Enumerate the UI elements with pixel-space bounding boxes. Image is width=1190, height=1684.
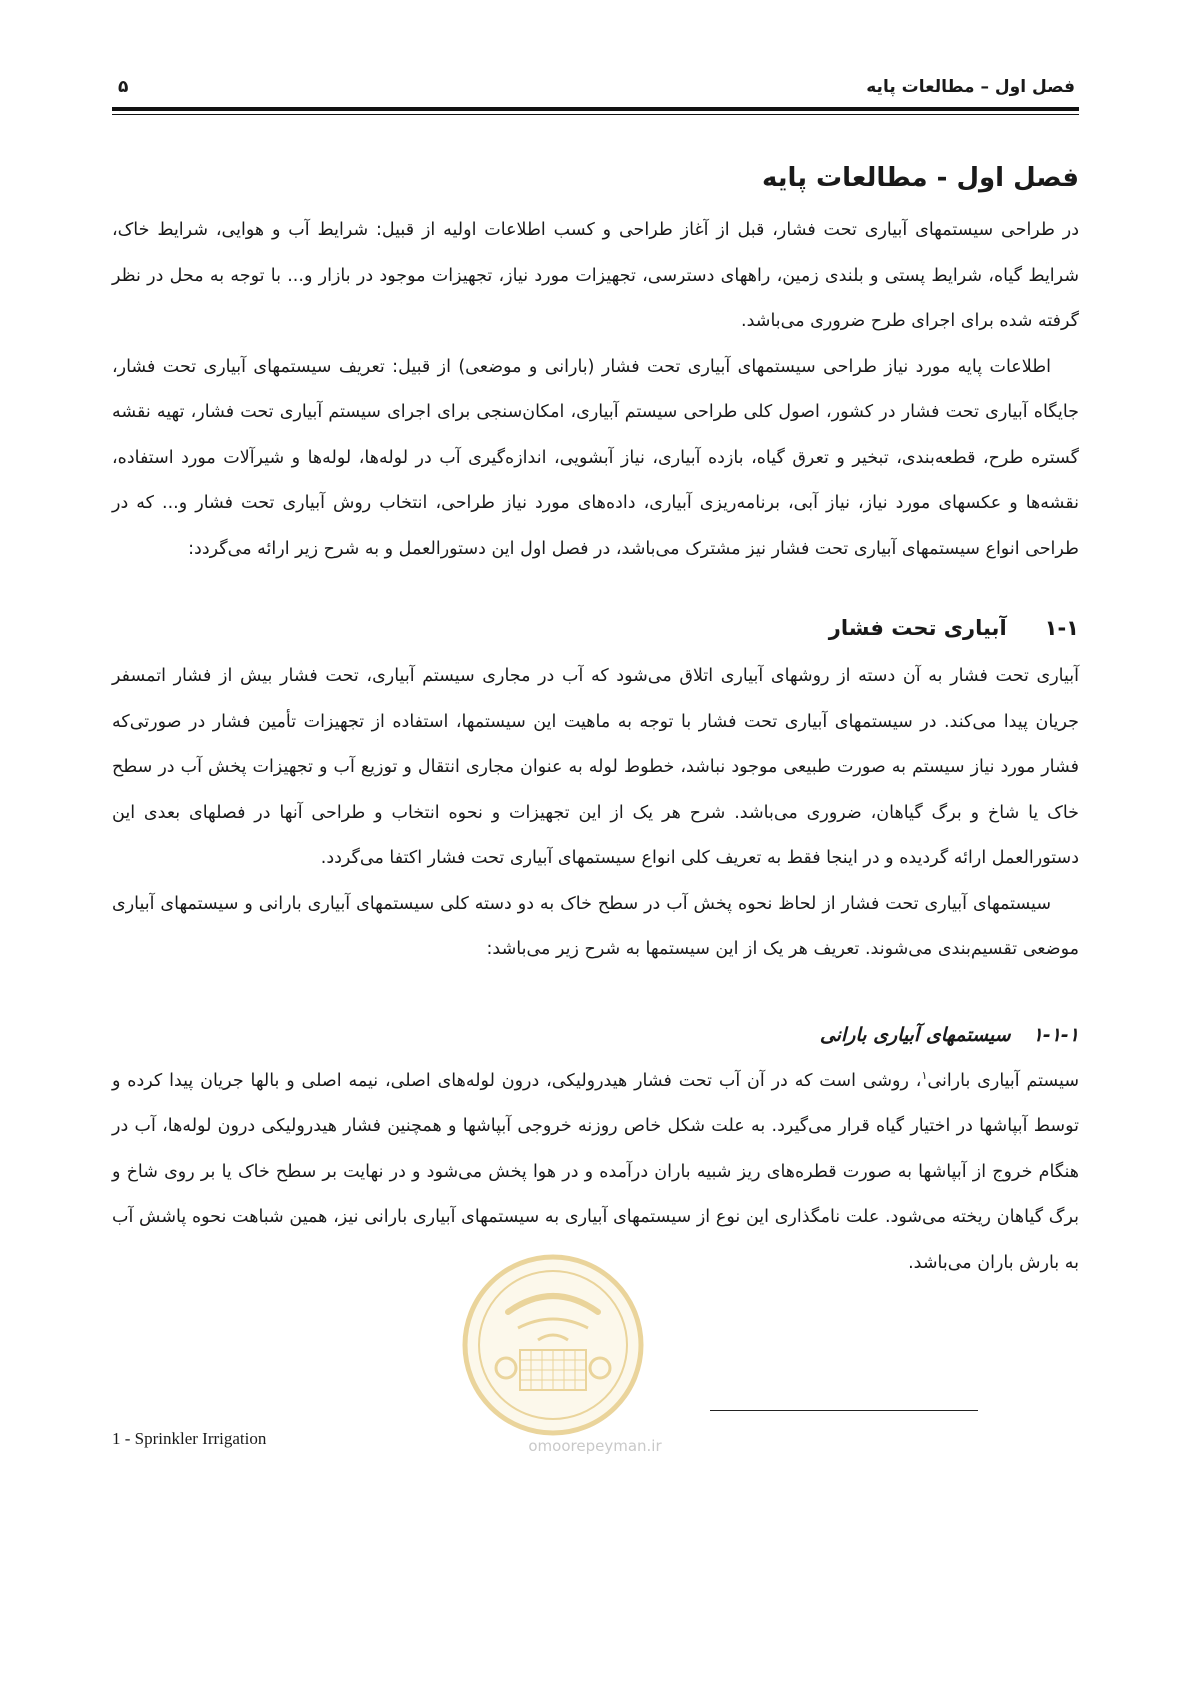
watermark-url: omoorepeyman.ir <box>528 1437 662 1455</box>
section-1-1-paragraph-1: آبیاری تحت فشار به آن دسته از روشهای آبیاری اتلاق می‌شود که آب در مجاری سیستم آبیاری، تحت فشار بیش از فشار اتمسفر جریان پیدا می‌کند. در سیستمهای آبیاری تحت فشار با توجه به ماهیت این سیستمها، استفاده از تجهیزات تأمین فشار در صورتی‌که فشار مورد نیاز سیستم به صورت طبیعی موجود نباشد، خطوط لوله به عنوان مجاری انتقال و توزیع آب و تجهیزات پخش آب در سطح خاک یا شاخ و برگ گیاهان، ضروری می‌باشد. شرح هر یک از این تجهیزات و نحوه انتخاب و طراحی آنها در فصلهای بعدی این دستورالعمل ارائه گردیده و در اینجا فقط به تعریف کلی انواع سیستمهای آبیاری تحت فشار اکتفا می‌گردد. <box>112 666 1079 868</box>
footnote-marker[interactable]: ۱ <box>921 1068 928 1082</box>
seal-logo-icon <box>458 1250 648 1440</box>
section-1-1-paragraph-2: سیستمهای آبیاری تحت فشار از لحاظ نحوه پخش آب در سطح خاک به دو دسته کلی سیستمهای آبیاری بارانی و سیستمهای آبیاری موضعی تقسیم‌بندی می‌شوند. تعریف هر یک از این سیستمها به شرح زیر می‌باشد: <box>112 893 1079 959</box>
section-title: آبیاری تحت فشار <box>828 616 1007 640</box>
intro-paragraph-1: در طراحی سیستمهای آبیاری تحت فشار، قبل از آغاز طراحی و کسب اطلاعات اولیه از قبیل: شرایط آب و هوایی، شرایط خاک، شرایط گیاه، شرایط پستی و بلندی زمین، راههای دسترسی، تجهیزات مورد نیاز، تجهیزات موجود در بازار و... با توجه به محل در نظر گرفته شده برای اجرای طرح ضروری می‌باشد. <box>112 220 1079 331</box>
header-rule-thick <box>112 107 1079 111</box>
section-heading-1-1 <box>112 608 1079 648</box>
main-content <box>112 158 1079 1286</box>
paragraph-start: سیستم آبیاری بارانی <box>927 1070 1079 1091</box>
page-number: ۵ <box>118 77 129 97</box>
paragraph-rest: ، روشی است که در آن آب تحت فشار هیدرولیکی، درون لوله‌های اصلی، نیمه اصلی و بالها جریان پیدا کرده و توسط آبپاشها در اختیار گیاه قرار می‌گیرد. به علت شکل خاص روزنه خروجی آبپاشها و همچنین فشار هیدرولیکی درون لوله‌ها، آب در هنگام خروج از آبپاشها به صورت قطره‌های ریز شبیه باران درآمده و در هوا پخش می‌شود و در نهایت بر سطح خاک یا بر روی شاخ و برگ گیاهان ریخته می‌شود. علت نامگذاری این نوع از سیستمهای آبیاری به سیستمهای آبیاری بارانی نیز، همین شباهت نحوه پاشش آب به بارش باران می‌باشد. <box>112 1070 1079 1273</box>
chapter-title: فصل اول - مطالعات پایه <box>761 163 1079 193</box>
subsection-number: ۱-۱-۱ <box>1032 1023 1079 1046</box>
running-title: فصل اول – مطالعات پایه <box>866 77 1075 97</box>
section-number: ۱-۱ <box>1044 616 1079 640</box>
footnote: 1 - Sprinkler Irrigation <box>112 1429 267 1448</box>
footnote-rule <box>710 1410 978 1411</box>
running-header <box>118 72 1075 102</box>
header-rule-thin <box>112 114 1079 115</box>
subsection-heading-1-1-1 <box>112 1015 1079 1055</box>
subsection-title: سیستمهای آبیاری بارانی <box>819 1023 1011 1046</box>
intro-paragraph-2: اطلاعات پایه مورد نیاز طراحی سیستمهای آبیاری تحت فشار (بارانی و موضعی) از قبیل: تعریف سیستمهای آبیاری تحت فشار، جایگاه آبیاری تحت فشار در کشور، اصول کلی طراحی سیستم آبیاری، امکان‌سنجی برای اجرای سیستم آبیاری تحت فشار، تهیه نقشه گستره طرح، قطعه‌بندی، تبخیر و تعرق گیاه، بازده آبیاری، نیاز آبشویی، اندازه‌گیری آب در لوله‌ها، لوله‌ها و شیرآلات مورد استفاده، نقشه‌ها و عکسهای مورد نیاز، نیاز آبی، برنامه‌ریزی آبیاری، داده‌های مورد نیاز طراحی، انتخاب روش آبیاری تحت فشار و... که در طراحی انواع سیستمهای آبیاری تحت فشار نیز مشترک می‌باشد، در فصل اول این دستورالعمل و به شرح زیر ارائه می‌گردد: <box>112 356 1079 559</box>
